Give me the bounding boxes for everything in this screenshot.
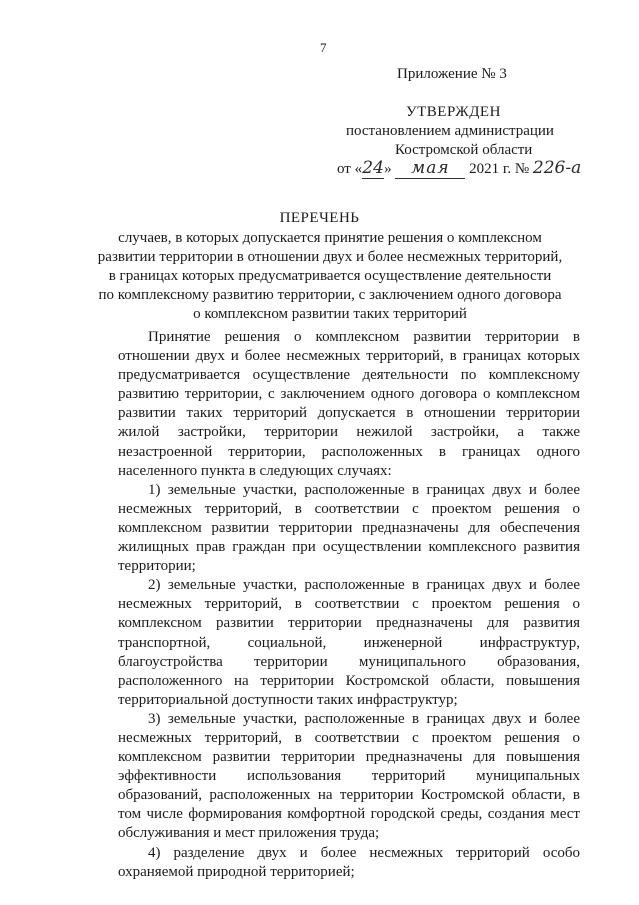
approval-region: Костромской области — [395, 142, 533, 158]
handwritten-month: мая — [395, 158, 465, 179]
list-item-4: 4) разделение двух и более несмежных территорий особо охраняемой природной территорией; — [118, 844, 580, 880]
subtitle-line: по комплексному развитию территории, с заключением одного договора — [98, 287, 562, 303]
subtitle-line: развитии территории в отношении двух и более несмежных территорий, — [97, 249, 563, 265]
approval-date-line — [337, 158, 581, 179]
date-mid: » — [384, 161, 392, 177]
list-item-2: 2) земельные участки, расположенные в границах двух и более несмежных территорий, в соответствии с проектом решения о комплексном развитии территории предназначены для развития транспортной, социальной, инженерной инфраструктур, благоустройства территории муниципального образования, расположенного на территории Костромской области, повышения территориальной доступности таких инфраструктур; — [118, 577, 580, 708]
subtitle-line: случаев, в которых допускается принятие решения о комплексном — [118, 230, 542, 246]
subtitle-line: в границах которых предусматривается осуществление деятельности — [108, 268, 552, 284]
subtitle-line: о комплексном развитии таких территорий — [193, 306, 467, 322]
date-year: 2021 г. № — [469, 161, 530, 177]
approved-heading: УТВЕРЖДЕН — [406, 104, 501, 120]
handwritten-day: 24 — [362, 158, 384, 178]
page-number: 7 — [320, 40, 327, 55]
handwritten-number: 226-а — [532, 158, 582, 178]
appendix-label: Приложение № 3 — [397, 66, 507, 82]
document-subtitle — [90, 229, 570, 324]
date-prefix: от « — [337, 161, 363, 177]
document-title: ПЕРЕЧЕНЬ — [279, 210, 360, 226]
approval-authority: постановлением администрации — [346, 123, 554, 139]
list-item-3: 3) земельные участки, расположенные в границах двух и более несмежных территорий, в соответствии с проектом решения о комплексном развитии территории предназначены для повышения эффективности использования территорий муниципальных образований, расположенных на территории Костромской области, в том числе формирования комфортной городской среды, создания мест обслуживания и мест приложения труда; — [118, 710, 580, 842]
document-body — [118, 328, 580, 882]
intro-paragraph: Принятие решения о комплексном развитии территории в отношении двух и более несмежных территорий, в границах которых предусматривается осуществление деятельности по комплексному развитию территории, с заключением одного договора о комплексном развитии таких территорий допускается в отношении территории жилой застройки, территории нежилой застройки, а также незастроенной территории, расположенных в границах одного населенного пункта в следующих случаях: — [118, 329, 580, 479]
list-item-1: 1) земельные участки, расположенные в границах двух и более несмежных территорий, в соответствии с проектом решения о комплексном развитии территории предназначены для обеспечения жилищных прав граждан при осуществлении комплексного развития территории; — [118, 481, 580, 575]
